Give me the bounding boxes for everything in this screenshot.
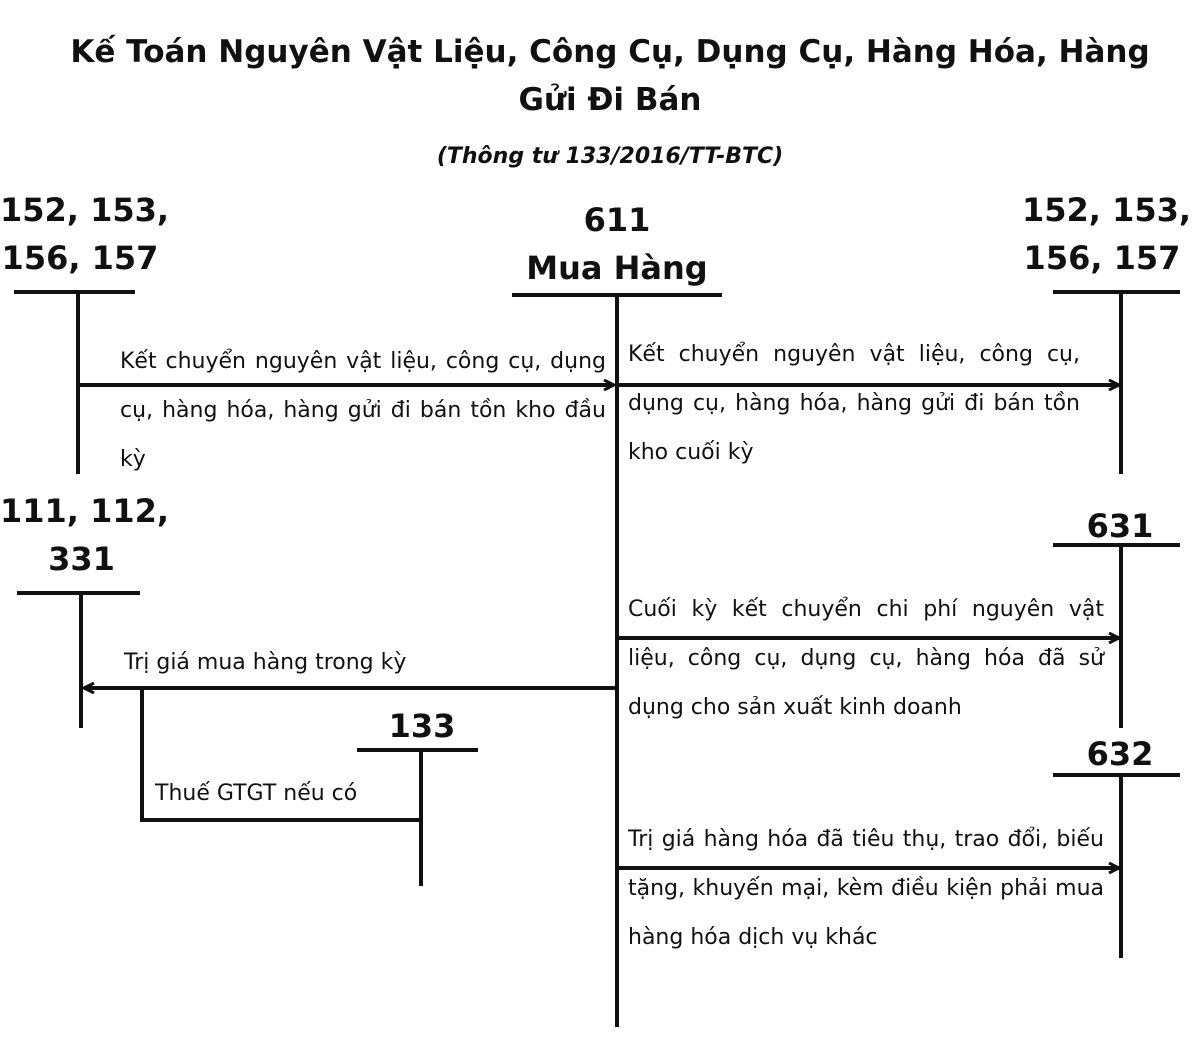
entry-closing-transfer: Kết chuyển nguyên vật liệu, công cụ, dụng cụ, hàng hóa, hàng gửi đi bán tồn kho cuối kỳ [628, 342, 1080, 465]
account-611-number: 611 [583, 201, 651, 239]
account-right-top-line1: 152, 153, [1022, 191, 1192, 229]
account-left-top-line2: 156, 157 [1, 239, 159, 277]
account-611-name: Mua Hàng [526, 249, 708, 287]
entry-opening-transfer: Kết chuyển nguyên vật liệu, công cụ, dụng cụ, hàng hóa, hàng gửi đi bán tồn kho đầu kỳ [120, 349, 606, 472]
entry-to-632: Trị giá hàng hóa đã tiêu thụ, trao đổi, biếu tặng, khuyến mại, kèm điều kiện phải mua hàng hóa dịch vụ khác [628, 827, 1104, 950]
diagram-subtitle: (Thông tư 133/2016/TT-BTC) [436, 144, 784, 169]
entry-to-631: Cuối kỳ kết chuyển chi phí nguyên vật liệu, công cụ, dụng cụ, hàng hóa đã sử dụng cho sản xuất kinh doanh [628, 597, 1104, 720]
account-632-label: 632 [1086, 735, 1154, 773]
account-left-top-line1: 152, 153, [0, 191, 170, 229]
entry-vat: Thuế GTGT nếu có [155, 781, 358, 806]
entry-purchase-value: Trị giá mua hàng trong kỳ [124, 650, 407, 675]
account-111-label [0, 487, 170, 583]
account-111-line1: 111, 112, [0, 492, 170, 530]
account-611-label [497, 196, 737, 292]
title-line-2: Gửi Đi Bán [518, 82, 702, 118]
account-right-top-label [1022, 186, 1192, 282]
account-left-top-label [0, 186, 170, 282]
title-line-1: Kế Toán Nguyên Vật Liệu, Công Cụ, Dụng Cụ, Hàng Hóa, Hàng [70, 34, 1150, 70]
account-right-top-line2: 156, 157 [1023, 239, 1181, 277]
account-111-line2: 331 [48, 540, 115, 578]
account-133-label: 133 [388, 707, 456, 745]
account-631-label: 631 [1086, 507, 1154, 545]
